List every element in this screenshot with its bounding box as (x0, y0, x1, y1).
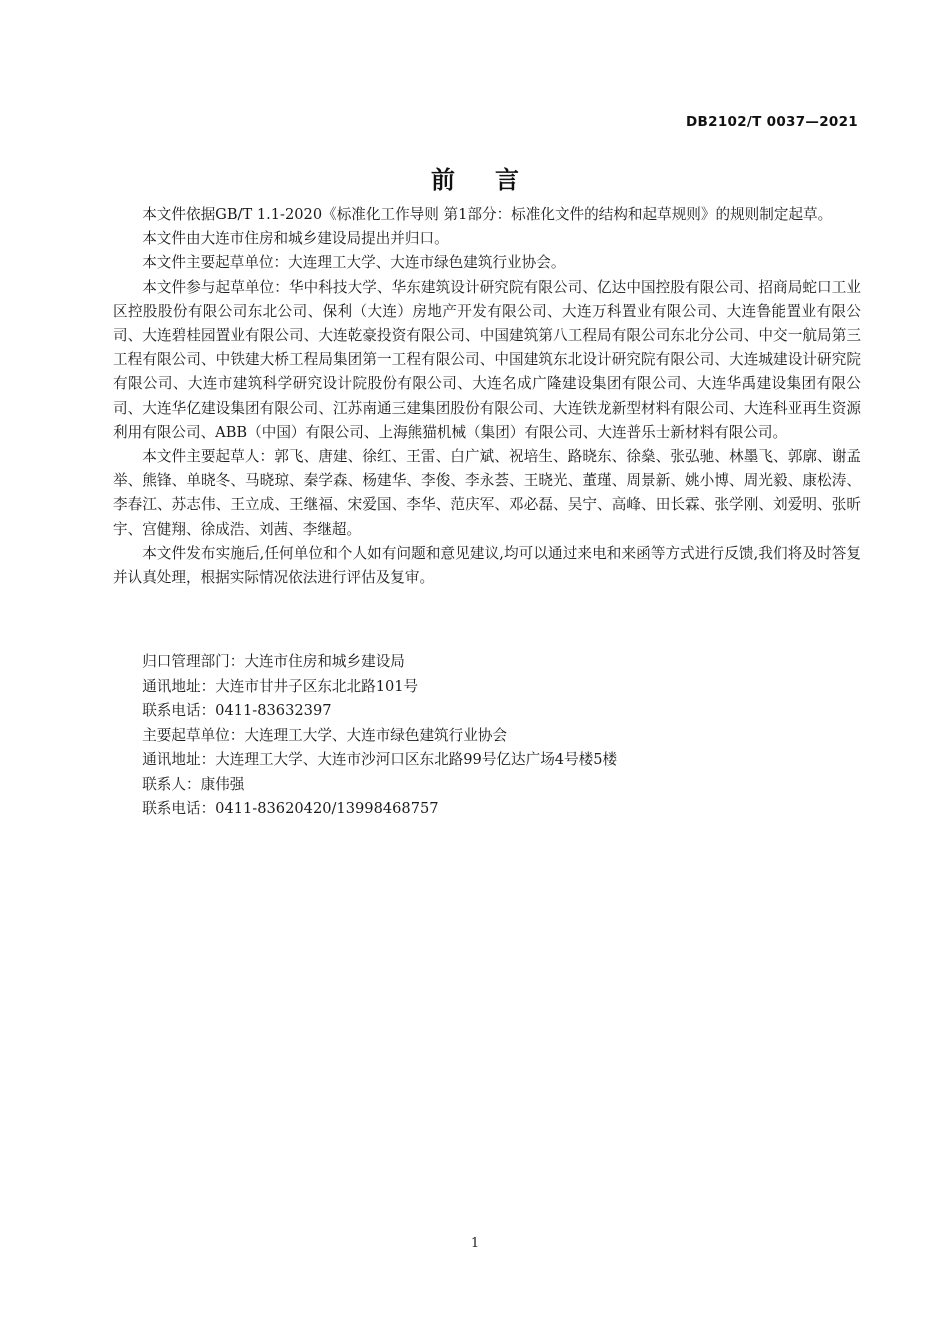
contact-line-address: 通讯地址：大连市甘井子区东北北路101号 (142, 677, 419, 695)
contact-line-drafting-unit: 主要起草单位：大连理工大学、大连市绿色建筑行业协会 (142, 726, 508, 744)
page-title: 前言 (431, 166, 559, 194)
contact-line-drafting-address: 通讯地址：大连理工大学、大连市沙河口区东北路99号亿达广场4号楼5楼 (142, 751, 618, 768)
paragraph-main-drafters: 本文件主要起草单位：大连理工大学、大连市绿色建筑行业协会。 (142, 254, 566, 272)
contact-line-drafting-phone: 联系电话：0411-83620420/13998468757 (142, 800, 439, 817)
page-number: 1 (470, 1236, 480, 1251)
contact-line-authority: 归口管理部门：大连市住房和城乡建设局 (142, 653, 405, 670)
paragraph-basis: 本文件依据GB/T 1.1-2020《标准化工作导则 第1部分：标准化文件的结构和起草规则》的规则制定起草。 (142, 206, 833, 223)
paragraph-participating-drafters: 本文件参与起草单位：华中科技大学、华东建筑设计研究院有限公司、亿达中国控股有限公司、招商局蛇口工业区控股股份有限公司东北公司、保利（大连）房地产开发有限公司、大连万科置业有限公司、大连鲁能置业有限公司、大连碧桂园置业有限公司、大连乾豪投资有限公司、中国建筑第八工程局有限公司东北分公司、中交一航局第三工程有限公司、中铁建大桥工程局集团第一工程有限公司、中国建筑东北设计研究院有限公司、大连城建设计研究院有限公司、大连市建筑科学研究设计院股份有限公司、大连名成广隆建设集团有限公司、大连华禹建设集团有限公司、大连华亿建设集团有限公司、江苏南通三建集团股份有限公司、大连铁龙新型材料有限公司、大连科亚再生资源利用有限公司、ABB（中国）有限公司、上海熊猫机械（集团）有限公司、大连普乐士新材料有限公司。 (113, 278, 861, 441)
document-code: DB2102/T 0037—2021 (686, 114, 858, 130)
contact-line-phone: 联系电话：0411-83632397 (142, 702, 332, 719)
contact-line-person: 联系人：康伟强 (142, 775, 245, 793)
contact-info (113, 650, 861, 822)
paragraph-drafting-persons: 本文件主要起草人：郭飞、唐建、徐红、王雷、白广斌、祝培生、路晓东、徐燊、张弘驰、林墨飞、郭廓、谢孟举、熊锋、单晓冬、马晓琼、秦学森、杨建华、李俊、李永荟、王晓光、董瑾、周景新、姚小博、周光毅、康松涛、李春江、苏志伟、王立成、王继福、宋爱国、李华、范庆军、邓必磊、吴宁、高峰、田长霖、张学刚、刘爱明、张昕宇、宫健翔、徐成浩、刘茜、李继超。 (113, 448, 861, 538)
foreword-body (113, 203, 861, 590)
paragraph-proposer: 本文件由大连市住房和城乡建设局提出并归口。 (142, 230, 449, 248)
paragraph-feedback: 本文件发布实施后,任何单位和个人如有问题和意见建议,均可以通过来电和来函等方式进行反馈,我们将及时答复并认真处理，根据实际情况依法进行评估及复审。 (113, 544, 861, 587)
